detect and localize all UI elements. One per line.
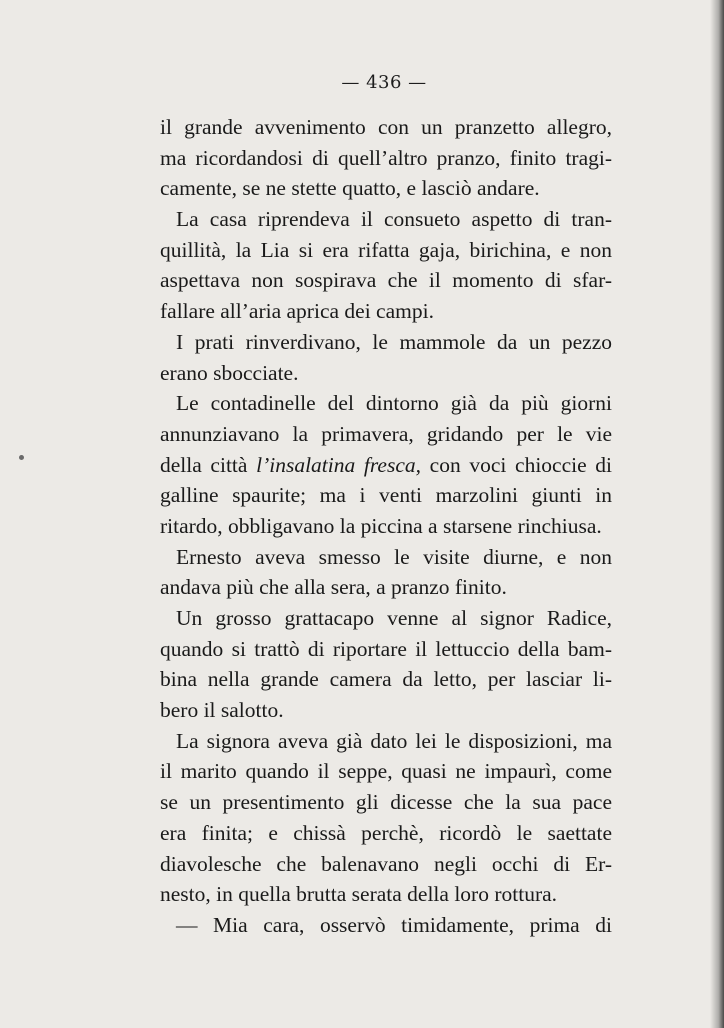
text-line: camente, se ne stette quatto, e lasciò andare. (160, 176, 540, 201)
text-line: quillità, la Lia si era rifatta gaja, birichina, e non (160, 237, 612, 262)
italic-phrase: l’insalatina fresca, (256, 452, 422, 477)
paragraph-first-line: Un grosso grattacapo venne al signor Radice, (176, 606, 612, 630)
text-segment: con voci chioccie di (429, 452, 613, 477)
margin-ink-dot (19, 455, 24, 460)
text-line: erano sbocciate. (160, 360, 299, 385)
text-line: era finita; e chissà perchè, ricordò le saettate (160, 820, 612, 845)
text-line: galline spaurite; ma i venti marzolini giunti in (160, 483, 612, 508)
text-line: il marito quando il seppe, quasi ne impaurì, come (160, 759, 612, 784)
text-line: fallare all’aria aprica dei campi. (160, 299, 434, 324)
page-number: — 436 — (341, 72, 427, 93)
paragraph-first-line: La casa riprendeva il consueto aspetto di tran- (176, 207, 612, 232)
text-line: il grande avvenimento con un pranzetto allegro, (160, 115, 612, 139)
body-text (160, 112, 612, 941)
text-line: bina nella grande camera da letto, per lasciar li- (160, 667, 612, 692)
text-line-with-italic (160, 450, 612, 481)
text-line: aspettava non sospirava che il momento di sfar- (160, 268, 612, 293)
page-edge-shadow (710, 0, 724, 1028)
text-segment: della città (160, 452, 248, 477)
paragraph-first-line: La signora aveva già dato lei le disposizioni, ma (176, 728, 612, 753)
text-line: ma ricordandosi di quell’altro pranzo, finito tragi- (160, 145, 612, 170)
paragraph-first-line: Le contadinelle del dintorno già da più giorni (176, 391, 612, 416)
paragraph-first-line: — Mia cara, osservò timidamente, prima di (176, 912, 612, 937)
text-line: se un presentimento gli dicesse che la sua pace (160, 790, 612, 815)
paragraph-first-line: Ernesto aveva smesso le visite diurne, e non (176, 544, 612, 569)
text-line: annunziavano la primavera, gridando per le vie (160, 421, 612, 446)
text-line: andava più che alla sera, a pranzo finito. (160, 575, 507, 600)
text-line: bero il salotto. (160, 698, 284, 723)
text-line: ritardo, obbligavano la piccina a starsene rinchiusa. (160, 513, 602, 538)
text-line: quando si trattò di riportare il lettuccio della bam- (160, 636, 612, 661)
text-line: nesto, in quella brutta serata della loro rottura. (160, 882, 558, 907)
paragraph-first-line: I prati rinverdivano, le mammole da un pezzo (176, 329, 612, 354)
text-line: diavolesche che balenavano negli occhi di Er- (160, 851, 612, 876)
